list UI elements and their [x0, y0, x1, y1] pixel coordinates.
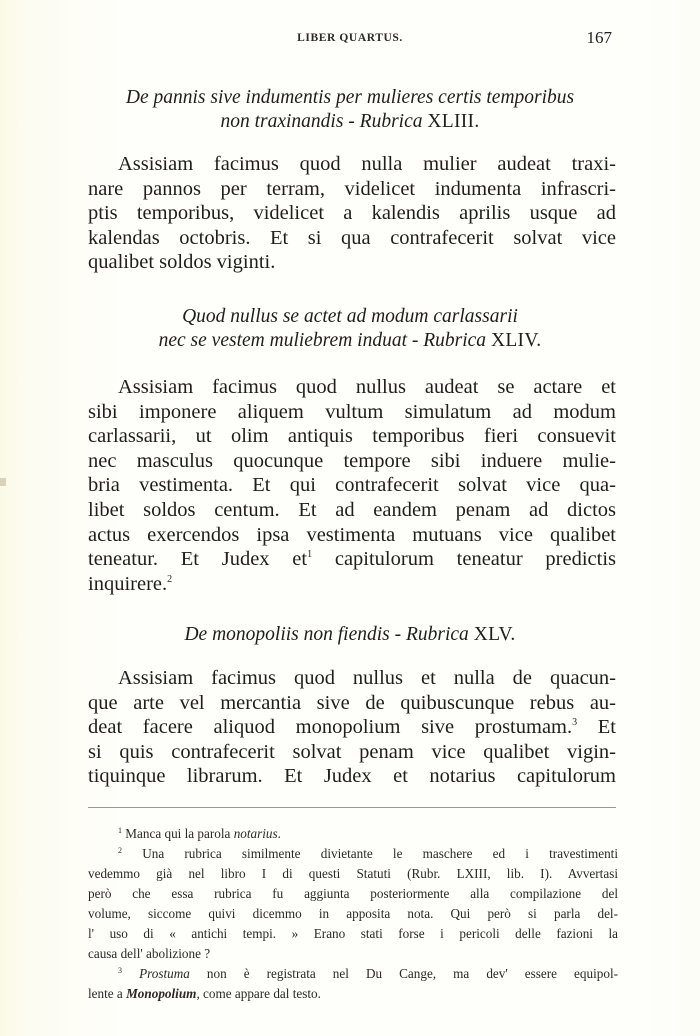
page-number: 167: [586, 28, 612, 47]
footnote-text: , come appare dal testo.: [196, 986, 321, 1001]
rubric-number: XLV.: [473, 624, 516, 645]
text-line: qualibet soldos viginti.: [88, 251, 276, 274]
text-line: [88, 715, 616, 740]
text-line: actus exercendos ipsa vestimenta mutuans vice qualibet: [88, 523, 616, 546]
footnote-line: volume, siccome quivi dicemmo in apposita nota. Qui però si parla del-: [88, 906, 618, 921]
rubric-line: [80, 623, 620, 647]
text-line: si quis contrafecerit solvat penam vice qualibet vigin-: [88, 740, 616, 763]
text-line: [88, 572, 616, 597]
rubric-number: XLIV.: [490, 330, 542, 351]
paragraph-xliv: [88, 375, 616, 596]
footnote-mark: 1: [118, 826, 122, 835]
running-title: LIBER QUARTUS.: [297, 32, 403, 44]
text-line: Assisiam facimus quod nullus et nulla de quacun-: [118, 667, 616, 689]
footnote-separator: [88, 807, 616, 808]
text-fragment: inquirere.: [88, 572, 168, 595]
footnote-line: però che essa rubrica fu aggiunta posteriormente alla compilazione del: [88, 886, 618, 901]
footnote-line: l' uso di « antichi tempi. » Erano stati forse i pericoli delle fazioni la: [88, 926, 618, 941]
text-line: Assisiam facimus quod nullus audeat se actare et: [118, 376, 616, 398]
footnote-emphasis: Prostuma: [139, 966, 190, 981]
text-line: bria vestimenta. Et qui contrafecerit solvat vice qua-: [88, 474, 616, 497]
text-line: libet soldos centum. Et ad eandem penam ad dictos: [88, 498, 616, 521]
running-head: [0, 28, 700, 50]
text-line: sibi imponere aliquem vultum simulatum ad modum: [88, 400, 616, 423]
text-fragment: deat facere aliquod monopolium sive prostumam.: [88, 716, 573, 739]
rubric-heading-xliii: [80, 86, 620, 134]
text-fragment: capitulorum teneatur predictis: [334, 548, 616, 571]
footnote-ref[interactable]: 2: [167, 573, 173, 585]
page-edge-mark: [0, 478, 6, 486]
text-line: nare pannos per terram, videlicet indumenta infrascri-: [88, 177, 616, 200]
footnote-text: .: [277, 826, 281, 841]
footnote-text: non è registrata nel Du Cange, ma dev' essere equipol-: [189, 966, 619, 981]
text-line: nec masculus quocunque tempore sibi induere mulie-: [88, 449, 616, 472]
footnote-ref[interactable]: 3: [572, 717, 578, 729]
paragraph-xlv: [88, 666, 616, 789]
rubric-line: Quod nullus se actet ad modum carlassarii: [182, 306, 518, 327]
footnote-line: [88, 964, 618, 984]
footnote-text: Manca qui la parola: [125, 826, 234, 841]
footnote-3: [88, 964, 618, 1004]
text-line: [88, 547, 616, 572]
footnote-mark: 2: [118, 846, 122, 855]
paragraph-xliii: [88, 152, 616, 275]
footnotes: [88, 824, 618, 1004]
rubric-text: non traxinandis - Rubrica: [220, 111, 423, 132]
footnote-line: vedemmo già nel libro I di questi Statuti (Rubr. LXIII, lib. I). Avvertasi: [88, 866, 618, 881]
rubric-line: [80, 329, 620, 353]
rubric-heading-xlv: [80, 623, 620, 647]
footnote-line: causa dell' abolizione ?: [88, 946, 211, 961]
text-line: carlassarii, ut olim antiquis temporibus fieri consuevit: [88, 425, 616, 448]
text-line: kalendas octobris. Et si qua contrafecerit solvat vice: [88, 226, 616, 249]
rubric-line: [80, 110, 620, 134]
rubric-text: nec se vestem muliebrem induat - Rubrica: [158, 330, 487, 351]
footnote-emphasis: Monopolium: [126, 986, 197, 1001]
rubric-line: De pannis sive indumentis per mulieres certis temporibus: [125, 87, 575, 108]
text-fragment: Et: [597, 716, 616, 739]
rubric-text: De monopoliis non fiendis - Rubrica: [184, 624, 469, 645]
footnote-line: [88, 824, 618, 844]
text-line: que arte vel mercantia sive de quibuscunque rebus au-: [88, 691, 616, 714]
text-line: ptis temporibus, videlicet a kalendis aprilis usque ad: [88, 202, 616, 225]
rubric-heading-xliv: [80, 305, 620, 353]
text-line: Assisiam facimus quod nulla mulier audeat traxi-: [118, 153, 616, 175]
footnote-line: [88, 984, 618, 1004]
footnote-line: [88, 844, 618, 864]
footnote-2: [88, 844, 618, 964]
footnote-text: lente a: [88, 986, 127, 1001]
footnote-mark: 3: [118, 966, 122, 975]
footnote-ref[interactable]: 1: [307, 549, 313, 561]
footnote-1: [88, 824, 618, 844]
text-line: tiquinque librarum. Et Judex et notarius capitulorum: [88, 765, 616, 788]
footnote-emphasis: notarius: [233, 826, 278, 841]
rubric-number: XLIII.: [427, 111, 480, 132]
footnote-text: Una rubrica similmente divietante le maschere ed i travestimenti: [142, 846, 618, 861]
text-fragment: teneatur. Et Judex et: [88, 548, 308, 571]
